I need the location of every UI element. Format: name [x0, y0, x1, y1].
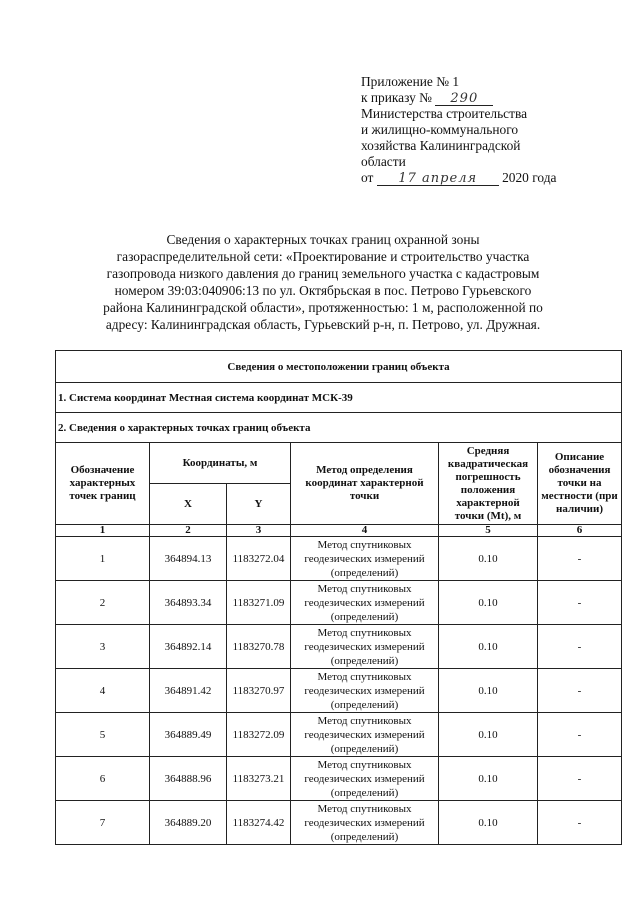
method: Метод спутниковых геодезических измерений (определений) — [291, 625, 439, 669]
coord-y: 1183272.04 — [227, 537, 291, 581]
col-method-header: Метод определения координат характерной точки — [291, 443, 439, 525]
appendix-header — [361, 74, 631, 186]
title-line: района Калининградской области», протяженностью: 1 м, расположенной по — [103, 300, 543, 315]
accuracy: 0.10 — [439, 581, 538, 625]
table-row — [56, 537, 622, 581]
order-date-line — [361, 170, 631, 186]
table-row — [56, 757, 622, 801]
coordinate-system: 1. Система координат Местная система координат МСК-39 — [56, 383, 622, 413]
order-number-handwritten: 290 — [435, 92, 493, 106]
ministry-line-1: Министерства строительства — [361, 106, 528, 121]
column-header-row — [56, 443, 622, 484]
coord-y: 1183271.09 — [227, 581, 291, 625]
description: - — [538, 757, 622, 801]
point-number: 6 — [56, 757, 150, 801]
description: - — [538, 625, 622, 669]
method: Метод спутниковых геодезических измерений (определений) — [291, 801, 439, 845]
point-number: 1 — [56, 537, 150, 581]
order-number-line — [361, 90, 631, 106]
method: Метод спутниковых геодезических измерений (определений) — [291, 581, 439, 625]
column-number: 2 — [150, 525, 227, 537]
title-line: газораспределительной сети: «Проектирование и строительство участка — [116, 249, 530, 264]
column-number: 3 — [227, 525, 291, 537]
table-row — [56, 713, 622, 757]
points-heading: 2. Сведения о характерных точках границ объекта — [56, 413, 622, 443]
coord-y: 1183272.09 — [227, 713, 291, 757]
ministry-line-2: и жилищно-коммунального — [361, 122, 519, 137]
point-number: 4 — [56, 669, 150, 713]
point-number: 7 — [56, 801, 150, 845]
coord-x: 364888.96 — [150, 757, 227, 801]
method: Метод спутниковых геодезических измерений (определений) — [291, 537, 439, 581]
date-suffix: 2020 года — [502, 170, 557, 185]
accuracy: 0.10 — [439, 537, 538, 581]
column-number: 6 — [538, 525, 622, 537]
table-row — [56, 669, 622, 713]
description: - — [538, 801, 622, 845]
column-number: 1 — [56, 525, 150, 537]
coord-x: 364893.34 — [150, 581, 227, 625]
title-line: Сведения о характерных точках границ охранной зоны — [166, 232, 480, 247]
table-row — [56, 581, 622, 625]
accuracy: 0.10 — [439, 757, 538, 801]
coord-x: 364894.13 — [150, 537, 227, 581]
coord-y: 1183274.42 — [227, 801, 291, 845]
description: - — [538, 669, 622, 713]
method: Метод спутниковых геодезических измерений (определений) — [291, 713, 439, 757]
coord-x: 364891.42 — [150, 669, 227, 713]
col-accuracy-header: Средняя квадратическая погрешность положения характерной точки (Mt), м — [439, 443, 538, 525]
boundary-points-table — [55, 350, 622, 845]
table-row — [56, 801, 622, 845]
col-x-header: X — [150, 484, 227, 525]
col-coordinates-header: Координаты, м — [150, 443, 291, 484]
coord-x: 364889.20 — [150, 801, 227, 845]
date-handwritten: 17 апреля — [377, 172, 499, 186]
accuracy: 0.10 — [439, 625, 538, 669]
column-number: 4 — [291, 525, 439, 537]
method: Метод спутниковых геодезических измерений (определений) — [291, 669, 439, 713]
table-row — [56, 625, 622, 669]
coordinate-system-row — [56, 383, 622, 413]
accuracy: 0.10 — [439, 669, 538, 713]
coord-y: 1183270.78 — [227, 625, 291, 669]
description: - — [538, 581, 622, 625]
col-designation-header: Обозначение характерных точек границ — [56, 443, 150, 525]
title-line: адресу: Калининградская область, Гурьевский р-н, п. Петрово, ул. Дружная. — [105, 317, 541, 332]
coord-x: 364889.49 — [150, 713, 227, 757]
title-line: номером 39:03:040906:13 по ул. Октябрьская в пос. Петрово Гурьевского — [114, 283, 532, 298]
description: - — [538, 713, 622, 757]
section-title-row — [56, 351, 622, 383]
col-description-header: Описание обозначения точки на местности (при наличии) — [538, 443, 622, 525]
col-y-header: Y — [227, 484, 291, 525]
point-number: 5 — [56, 713, 150, 757]
points-heading-row — [56, 413, 622, 443]
document-title — [60, 231, 586, 333]
date-prefix: от — [361, 170, 374, 185]
accuracy: 0.10 — [439, 801, 538, 845]
coord-y: 1183273.21 — [227, 757, 291, 801]
section-title: Сведения о местоположении границ объекта — [56, 351, 622, 383]
ministry-line-3: хозяйства Калининградской — [361, 138, 521, 153]
point-number: 2 — [56, 581, 150, 625]
point-number: 3 — [56, 625, 150, 669]
appendix-label: Приложение № 1 — [361, 74, 460, 89]
column-number: 5 — [439, 525, 538, 537]
description: - — [538, 537, 622, 581]
order-number-prefix: к приказу № — [361, 90, 432, 105]
column-number-row — [56, 525, 622, 537]
coord-x: 364892.14 — [150, 625, 227, 669]
title-line: газопровода низкого давления до границ земельного участка с кадастровым — [106, 266, 540, 281]
method: Метод спутниковых геодезических измерений (определений) — [291, 757, 439, 801]
coord-y: 1183270.97 — [227, 669, 291, 713]
accuracy: 0.10 — [439, 713, 538, 757]
ministry-line-4: области — [361, 154, 406, 169]
